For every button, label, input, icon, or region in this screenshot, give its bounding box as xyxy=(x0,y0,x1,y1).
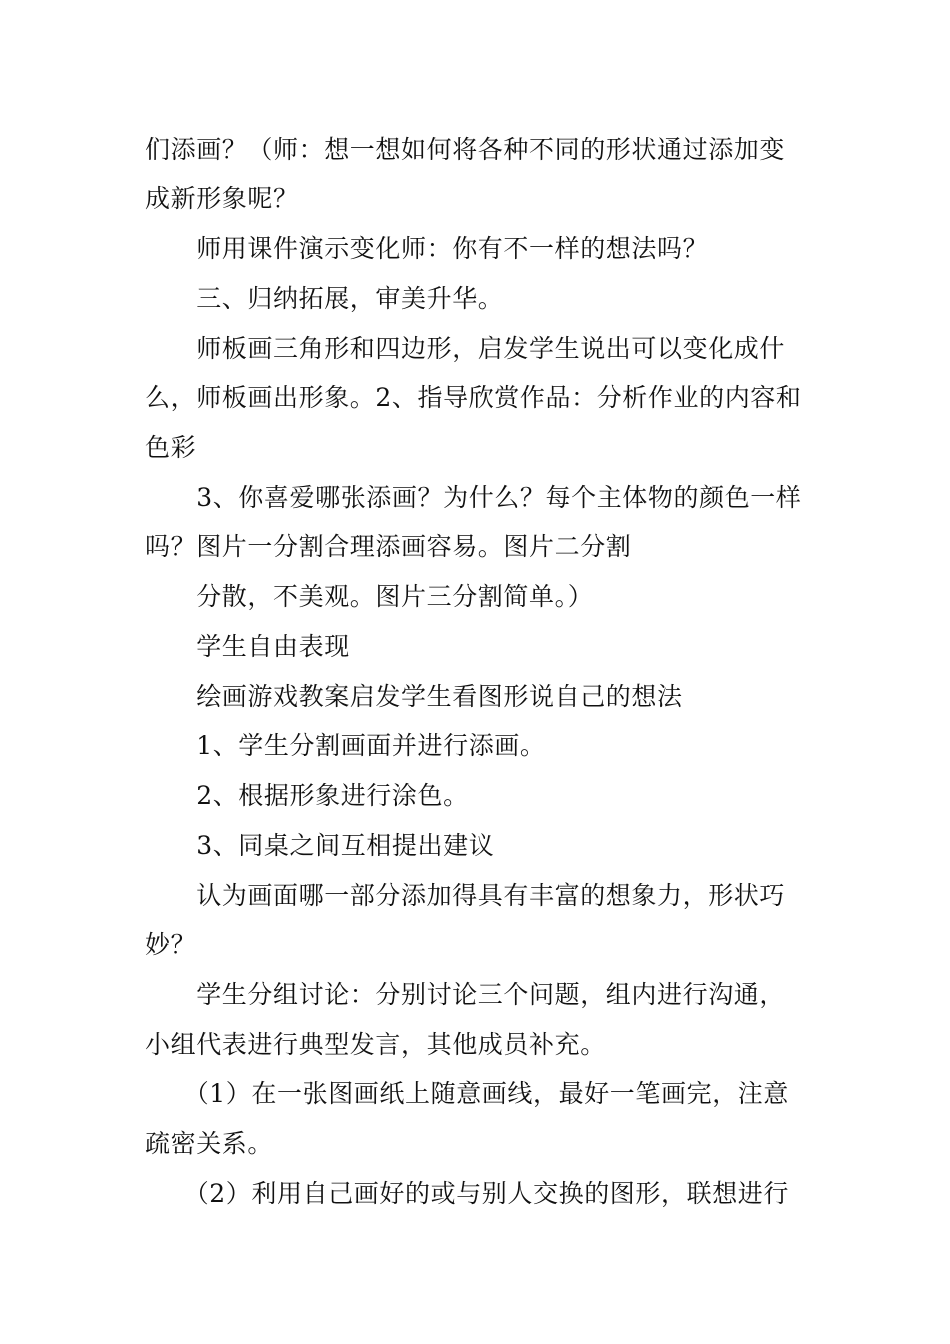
text-line-17: 妙？ xyxy=(145,930,197,959)
text-line-4: 三、归纳拓展，审美升华。 xyxy=(145,284,504,313)
text-line-15: 3、同桌之间互相提出建议 xyxy=(145,831,495,860)
text-line-6: 么，师板画出形象。2、指导欣赏作品：分析作业的内容和 xyxy=(145,383,802,412)
text-line-7: 色彩 xyxy=(145,433,197,462)
text-line-8: 3、你喜爱哪张添画？为什么？每个主体物的颜色一样 xyxy=(145,483,802,512)
text-line-5: 师板画三角形和四边形，启发学生说出可以变化成什 xyxy=(145,334,786,363)
text-line-16: 认为画面哪一部分添加得具有丰富的想象力，形状巧 xyxy=(145,881,786,910)
text-line-10: 分散，不美观。图片三分割简单。） xyxy=(145,582,594,611)
text-line-14: 2、根据形象进行涂色。 xyxy=(145,781,469,810)
text-line-1: 们添画？（师：想一想如何将各种不同的形状通过添加变 xyxy=(145,135,786,164)
text-line-9: 吗？图片一分割合理添画容易。图片二分割 xyxy=(145,532,632,561)
text-line-11: 学生自由表现 xyxy=(145,632,350,661)
text-line-20: （1）在一张图画纸上随意画线，最好一笔画完，注意 xyxy=(145,1079,790,1108)
text-line-22: （2）利用自己画好的或与别人交换的图形，联想进行 xyxy=(145,1179,790,1208)
text-line-18: 学生分组讨论：分别讨论三个问题，组内进行沟通， xyxy=(145,980,786,1009)
text-line-12: 绘画游戏教案启发学生看图形说自己的想法 xyxy=(145,682,683,711)
text-line-2: 成新形象呢？ xyxy=(145,184,299,213)
text-line-13: 1、学生分割画面并进行添画。 xyxy=(145,731,546,760)
text-line-19: 小组代表进行典型发言，其他成员补充。 xyxy=(145,1030,606,1059)
text-line-3: 师用课件演示变化师：你有不一样的想法吗？ xyxy=(145,234,709,263)
text-line-21: 疏密关系。 xyxy=(145,1129,274,1158)
